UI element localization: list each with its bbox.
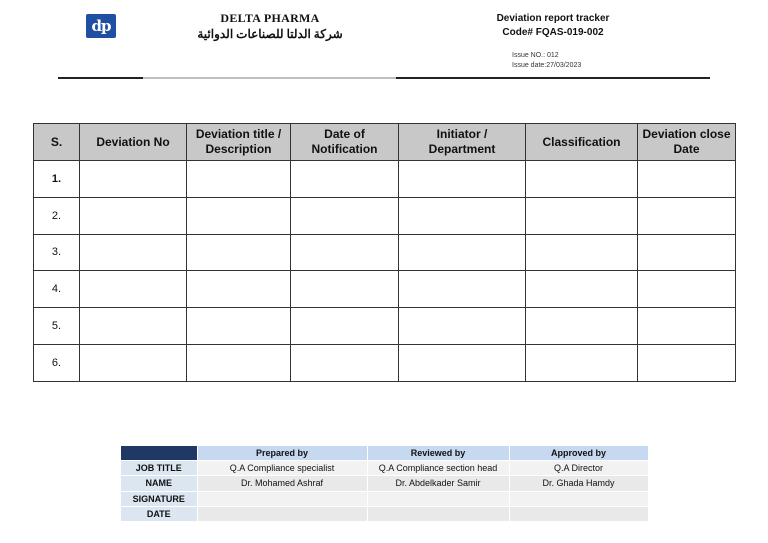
signoff-cell[interactable] bbox=[509, 491, 648, 506]
table-cell[interactable] bbox=[80, 161, 187, 198]
table-cell[interactable] bbox=[638, 308, 736, 345]
signoff-table bbox=[121, 446, 649, 522]
signoff-cell[interactable] bbox=[509, 506, 648, 521]
signoff-header-reviewed: Reviewed by bbox=[367, 446, 509, 461]
table-cell[interactable] bbox=[638, 271, 736, 308]
serial-cell: 1. bbox=[34, 161, 80, 198]
table-cell[interactable] bbox=[187, 344, 291, 381]
signoff-cell[interactable] bbox=[197, 506, 367, 521]
signoff-header-prepared: Prepared by bbox=[197, 446, 367, 461]
signoff-row-name bbox=[121, 476, 648, 491]
signoff-label: SIGNATURE bbox=[121, 491, 197, 506]
table-cell[interactable] bbox=[291, 308, 399, 345]
table-cell[interactable] bbox=[638, 161, 736, 198]
table-cell[interactable] bbox=[291, 197, 399, 234]
table-row bbox=[34, 271, 736, 308]
table-cell[interactable] bbox=[187, 308, 291, 345]
document-title: Deviation report tracker bbox=[496, 13, 610, 24]
table-cell[interactable] bbox=[399, 197, 526, 234]
deviation-tracker-table bbox=[33, 123, 736, 382]
column-header-classification: Classification bbox=[526, 124, 638, 161]
table-cell[interactable] bbox=[291, 344, 399, 381]
table-row bbox=[34, 161, 736, 198]
table-row bbox=[34, 344, 736, 381]
header-rule-middle bbox=[143, 77, 396, 79]
signoff-cell: Q.A Director bbox=[509, 461, 648, 476]
serial-cell: 3. bbox=[34, 234, 80, 271]
signoff-row-job-title bbox=[121, 461, 648, 476]
logo-text: dp bbox=[91, 17, 111, 35]
serial-cell: 6. bbox=[34, 344, 80, 381]
table-cell[interactable] bbox=[638, 344, 736, 381]
signoff-cell[interactable] bbox=[367, 491, 509, 506]
signoff-cell: Dr. Mohamed Ashraf bbox=[197, 476, 367, 491]
table-row bbox=[34, 234, 736, 271]
signoff-header-approved: Approved by bbox=[509, 446, 648, 461]
table-cell[interactable] bbox=[399, 344, 526, 381]
header-rule-right bbox=[396, 77, 710, 79]
table-cell[interactable] bbox=[638, 197, 736, 234]
table-cell[interactable] bbox=[399, 161, 526, 198]
signoff-label: NAME bbox=[121, 476, 197, 491]
table-cell[interactable] bbox=[187, 271, 291, 308]
table-cell[interactable] bbox=[187, 161, 291, 198]
table-cell[interactable] bbox=[399, 308, 526, 345]
serial-cell: 4. bbox=[34, 271, 80, 308]
signoff-cell: Q.A Compliance specialist bbox=[197, 461, 367, 476]
table-cell[interactable] bbox=[80, 197, 187, 234]
table-cell[interactable] bbox=[80, 271, 187, 308]
company-logo bbox=[86, 14, 116, 38]
issue-info bbox=[512, 51, 581, 71]
issue-number: Issue NO.: 012 bbox=[512, 52, 559, 59]
table-cell[interactable] bbox=[526, 271, 638, 308]
signoff-corner-cell bbox=[121, 446, 197, 461]
signoff-header-row bbox=[121, 446, 648, 461]
table-cell[interactable] bbox=[526, 234, 638, 271]
table-cell[interactable] bbox=[526, 161, 638, 198]
table-cell[interactable] bbox=[291, 234, 399, 271]
signoff-cell: Dr. Ghada Hamdy bbox=[509, 476, 648, 491]
table-cell[interactable] bbox=[291, 271, 399, 308]
column-header-notification-date: Date of Notification bbox=[291, 124, 399, 161]
document-code: Code# FQAS-019-002 bbox=[502, 27, 604, 38]
table-cell[interactable] bbox=[80, 308, 187, 345]
table-cell[interactable] bbox=[80, 344, 187, 381]
signoff-label: JOB TITLE bbox=[121, 461, 197, 476]
table-cell[interactable] bbox=[291, 161, 399, 198]
signoff-cell: Q.A Compliance section head bbox=[367, 461, 509, 476]
table-cell[interactable] bbox=[526, 197, 638, 234]
signoff-row-signature bbox=[121, 491, 648, 506]
column-header-close-date: Deviation close Date bbox=[638, 124, 736, 161]
column-header-initiator: Initiator / Department bbox=[399, 124, 526, 161]
table-row bbox=[34, 308, 736, 345]
column-header-deviation-no: Deviation No bbox=[80, 124, 187, 161]
signoff-label: DATE bbox=[121, 506, 197, 521]
column-header-serial: S. bbox=[34, 124, 80, 161]
document-title-block bbox=[478, 12, 628, 40]
table-cell[interactable] bbox=[638, 234, 736, 271]
issue-date: Issue date:27/03/2023 bbox=[512, 62, 582, 69]
table-cell[interactable] bbox=[80, 234, 187, 271]
signoff-cell: Dr. Abdelkader Samir bbox=[367, 476, 509, 491]
column-header-deviation-title: Deviation title / Description bbox=[187, 124, 291, 161]
company-name-arabic: شركة الدلتا للصناعات الدوائية bbox=[197, 27, 343, 41]
table-cell[interactable] bbox=[526, 308, 638, 345]
header-rule-left bbox=[58, 77, 143, 79]
signoff-cell[interactable] bbox=[367, 506, 509, 521]
serial-cell: 2. bbox=[34, 197, 80, 234]
company-name-block bbox=[180, 11, 360, 42]
table-cell[interactable] bbox=[399, 271, 526, 308]
company-name-english: DELTA PHARMA bbox=[220, 11, 320, 25]
table-cell[interactable] bbox=[187, 197, 291, 234]
signoff-cell[interactable] bbox=[197, 491, 367, 506]
table-cell[interactable] bbox=[399, 234, 526, 271]
table-cell[interactable] bbox=[187, 234, 291, 271]
signoff-row-date bbox=[121, 506, 648, 521]
table-cell[interactable] bbox=[526, 344, 638, 381]
tracker-header-row bbox=[34, 124, 736, 161]
serial-cell: 5. bbox=[34, 308, 80, 345]
table-row bbox=[34, 197, 736, 234]
